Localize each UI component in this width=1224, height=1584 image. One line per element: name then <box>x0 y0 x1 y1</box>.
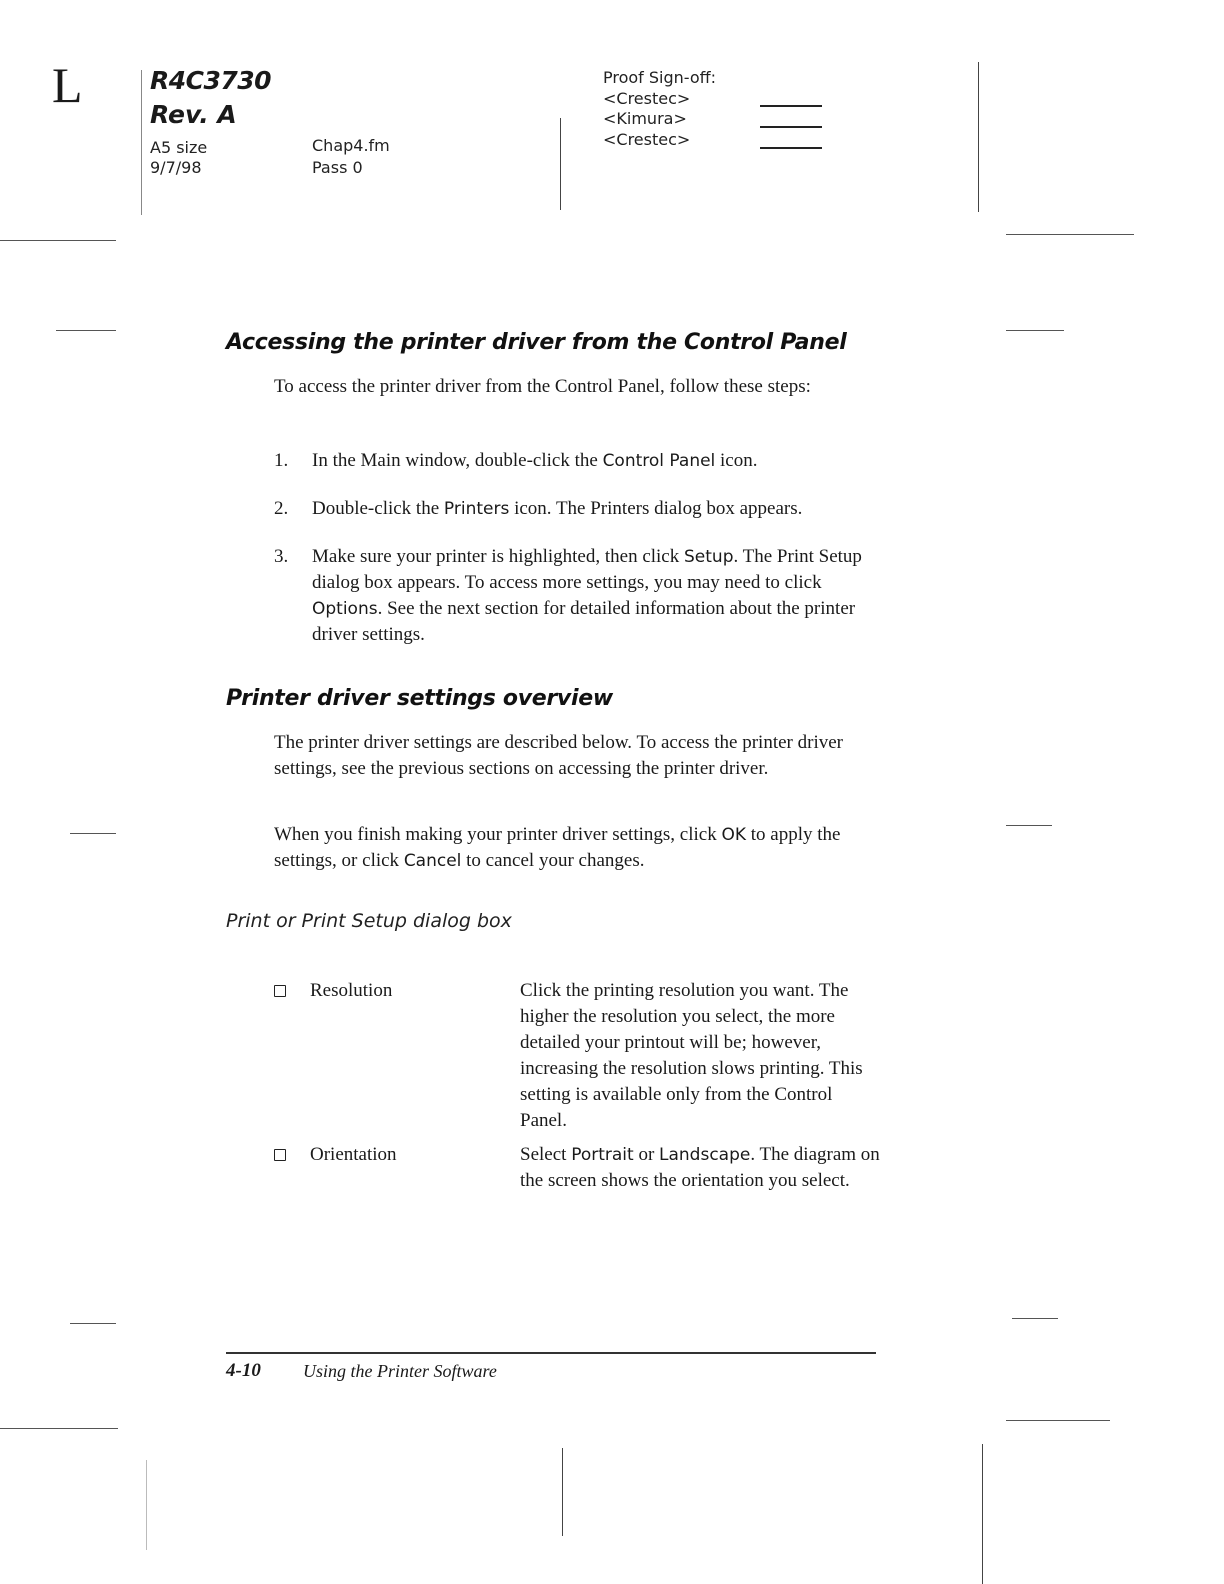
subheading-dialog-box: Print or Print Setup dialog box <box>226 910 512 932</box>
desc-text: Select <box>520 1144 572 1165</box>
ui-term-control-panel: Control Panel <box>602 451 716 471</box>
footer-chapter-title: Using the Printer Software <box>303 1361 497 1381</box>
proof-entry: <Kimura> <box>603 109 687 128</box>
setting-description: Click the printing resolution you want. The higher the resolution you select, the more detailed your printout will be; however, increasing the resolution slows printing. This setting is available only from the Control Panel. <box>520 980 863 1131</box>
step-text: icon. <box>715 450 758 471</box>
signature-line <box>760 105 822 107</box>
crop-mark <box>70 1323 116 1324</box>
crop-mark <box>56 330 116 331</box>
proof-entry: <Crestec> <box>603 129 691 149</box>
product-code: R4C3730 <box>150 66 272 95</box>
ui-term-options: Options <box>312 599 378 619</box>
file-name: Chap4.fm <box>312 136 390 155</box>
ui-term-cancel: Cancel <box>403 851 462 871</box>
crop-mark <box>1012 1318 1058 1319</box>
section2-para2 <box>274 822 874 874</box>
para-text: to cancel your changes. <box>461 850 645 871</box>
page-size: A5 size <box>150 138 208 157</box>
crop-mark <box>1006 825 1052 826</box>
footer-page-number: 4-10 <box>226 1360 261 1381</box>
signature-line <box>760 126 822 128</box>
step-text: Make sure your printer is highlighted, then click <box>312 546 684 567</box>
list-item <box>274 448 874 474</box>
section1-intro: To access the printer driver from the Control Panel, follow these steps: <box>274 376 811 397</box>
proof-entry: <Crestec> <box>603 88 691 108</box>
page-side-letter: L <box>52 57 83 113</box>
crop-mark <box>70 833 116 834</box>
section2-para1: The printer driver settings are described below. To access the printer driver settings, see the previous sections on accessing the printer driver. <box>274 732 843 779</box>
para-text: When you finish making your printer driver settings, click <box>274 824 722 845</box>
proof-signoff <box>603 68 716 150</box>
crop-mark <box>1006 234 1134 235</box>
crop-mark <box>1006 1420 1110 1421</box>
setting-name: Resolution <box>310 980 393 1001</box>
step-number: 1. <box>274 450 289 471</box>
list-item <box>274 544 874 648</box>
footer-rule <box>226 1352 876 1354</box>
section-heading-control-panel: Accessing the printer driver from the Control Panel <box>226 330 847 355</box>
ui-term-setup: Setup <box>684 547 734 567</box>
steps-list <box>274 448 874 670</box>
header-divider-right <box>978 62 979 212</box>
ui-term-printers: Printers <box>443 499 510 519</box>
section-heading-settings-overview: Printer driver settings overview <box>226 686 613 711</box>
setting-name: Orientation <box>310 1144 397 1165</box>
step-text: Double-click the <box>312 498 444 519</box>
desc-text: or <box>633 1144 660 1165</box>
setting-description <box>520 1142 880 1194</box>
crop-mark <box>562 1448 563 1536</box>
header-divider-mid <box>560 118 561 210</box>
desc-text: . The diagram on the screen shows the orientation you select. <box>520 1144 880 1191</box>
ui-term-landscape: Landscape <box>659 1145 751 1165</box>
signature-line <box>760 147 822 149</box>
para-text: to apply the settings, or click <box>274 824 841 871</box>
list-item <box>274 496 874 522</box>
print-date: 9/7/98 <box>150 158 202 177</box>
crop-mark <box>1006 330 1064 331</box>
crop-mark <box>146 1460 147 1550</box>
step-text: . The Print Setup dialog box appears. To access more settings, you may need to click <box>312 546 862 593</box>
crop-mark <box>0 1428 118 1429</box>
checkbox-bullet-icon <box>274 985 286 997</box>
crop-mark <box>0 240 116 241</box>
step-text: icon. The Printers dialog box appears. <box>509 498 803 519</box>
proof-title: Proof Sign-off: <box>603 68 717 87</box>
revision: Rev. A <box>150 100 237 129</box>
pass-number: Pass 0 <box>312 158 363 177</box>
ui-term-ok: OK <box>721 825 746 845</box>
crop-mark <box>982 1444 983 1584</box>
step-text: In the Main window, double-click the <box>312 450 603 471</box>
ui-term-portrait: Portrait <box>571 1145 634 1165</box>
header-divider-left <box>141 70 142 215</box>
step-text: . See the next section for detailed information about the printer driver settings. <box>312 598 856 645</box>
step-number: 2. <box>274 498 289 519</box>
checkbox-bullet-icon <box>274 1149 286 1161</box>
step-number: 3. <box>274 546 289 567</box>
